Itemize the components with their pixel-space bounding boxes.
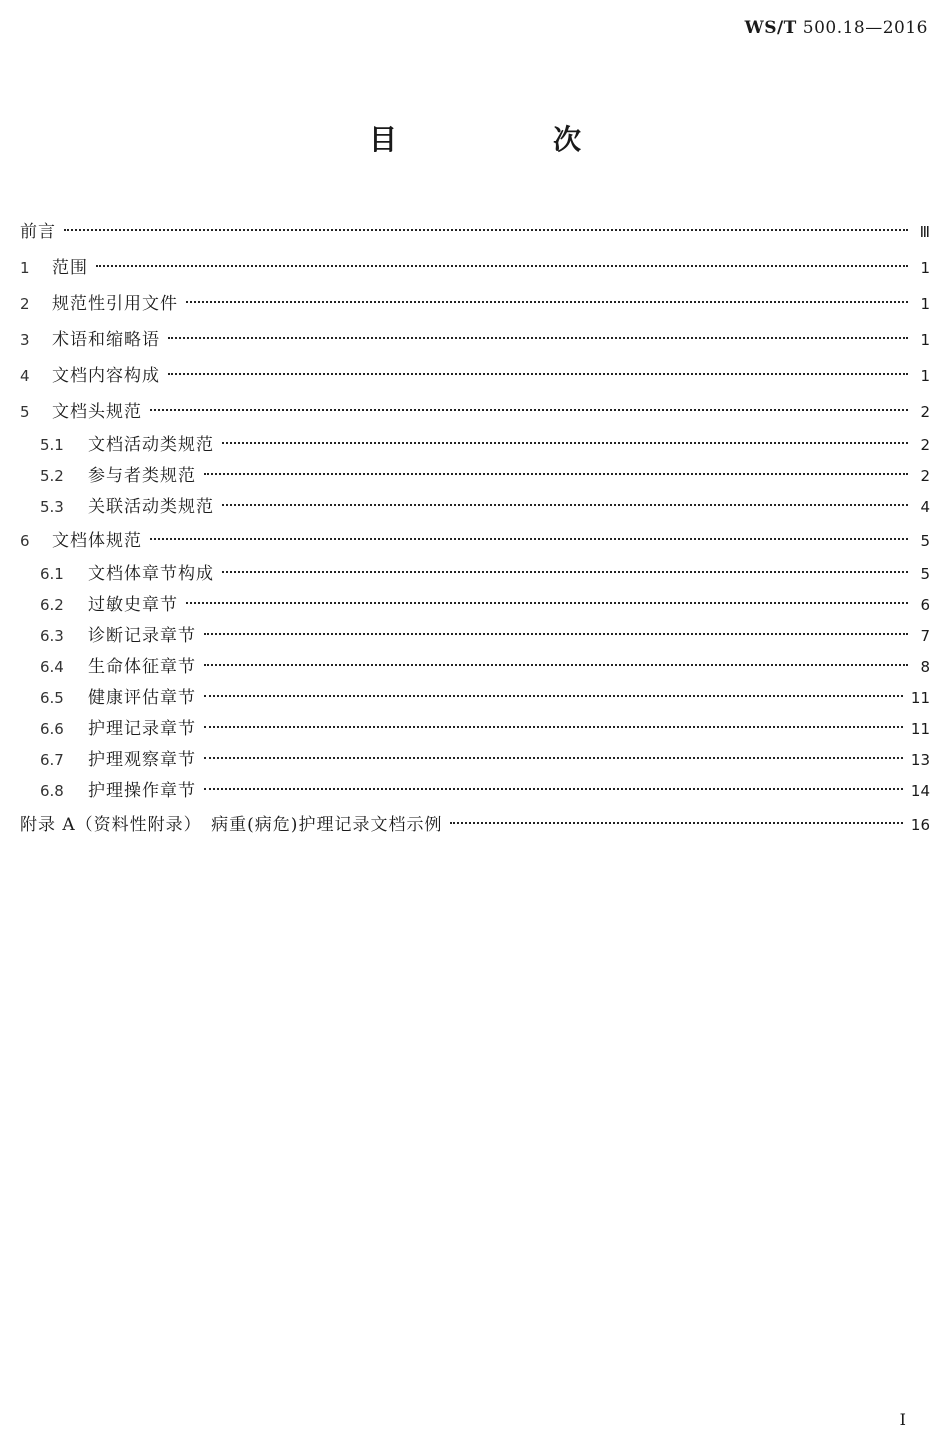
toc-entry-6-2[interactable]: [20, 590, 930, 621]
toc-entry-page: 6: [920, 596, 930, 614]
toc-entry-number: 5.2: [40, 467, 64, 485]
dot-leader: [450, 822, 902, 824]
toc-entry-page: 1: [920, 295, 930, 313]
toc-entry-page: 11: [910, 689, 930, 707]
dot-leader: [168, 373, 908, 375]
toc-entry-6-5[interactable]: [20, 683, 930, 714]
page-number: I: [899, 1410, 906, 1429]
toc-entry-6-4[interactable]: [20, 652, 930, 683]
toc-entry-number: 5.1: [40, 436, 64, 454]
toc-entry-number: 6.1: [40, 565, 64, 583]
dot-leader: [186, 602, 908, 604]
dot-leader: [186, 301, 908, 303]
toc-entry-label: 关联活动类规范: [88, 497, 214, 517]
dot-leader: [222, 571, 908, 573]
toc-entry-6-7[interactable]: [20, 745, 930, 776]
toc-entry-page: 2: [920, 436, 930, 454]
toc-entry-number: 6.8: [40, 782, 64, 800]
dot-leader: [150, 538, 908, 540]
dot-leader: [204, 473, 908, 475]
toc-entry-6-1[interactable]: [20, 559, 930, 590]
toc-entry-label: 过敏史章节: [88, 595, 178, 615]
toc-entry-number: 2: [20, 295, 30, 313]
toc-entry-label: 护理观察章节: [88, 750, 196, 770]
toc-entry-3[interactable]: [20, 322, 930, 358]
dot-leader: [204, 726, 903, 728]
toc-entry-2[interactable]: [20, 286, 930, 322]
toc-entry-number: 6.7: [40, 751, 64, 769]
toc-entry-label: 前言: [20, 222, 56, 242]
toc-entry-number: 1: [20, 259, 30, 277]
toc-entry-page: 14: [910, 782, 930, 800]
dot-leader: [204, 664, 908, 666]
toc-entry-foreword[interactable]: [20, 214, 930, 250]
toc-entry-label: 文档内容构成: [52, 366, 160, 386]
standard-code-number: 500.18—2016: [802, 18, 928, 38]
toc-entry-1[interactable]: [20, 250, 930, 286]
dot-leader: [96, 265, 908, 267]
toc-entry-number: 6.4: [40, 658, 64, 676]
dot-leader: [168, 337, 908, 339]
toc-entry-6[interactable]: [20, 523, 930, 559]
toc-entry-number: 6.2: [40, 596, 64, 614]
toc-entry-number: 6.5: [40, 689, 64, 707]
toc-entry-page: 7: [920, 627, 930, 645]
toc-entry-number: 5: [20, 403, 30, 421]
toc-entry-label: 文档体章节构成: [88, 564, 214, 584]
dot-leader: [222, 504, 908, 506]
toc-entry-page: 1: [920, 367, 930, 385]
toc-entry-page: 8: [920, 658, 930, 676]
toc-entry-number: 6.6: [40, 720, 64, 738]
toc-entry-label: 附录 A（资料性附录） 病重(病危)护理记录文档示例: [20, 815, 443, 835]
toc-title: 目 次: [368, 123, 645, 156]
toc-entry-appendix-a[interactable]: [20, 807, 930, 843]
toc-entry-page: 4: [920, 498, 930, 516]
toc-entry-page: 2: [920, 403, 930, 421]
toc-entry-label: 文档体规范: [52, 531, 142, 551]
toc-entry-page: 13: [910, 751, 930, 769]
toc-entry-5[interactable]: [20, 394, 930, 430]
toc-entry-label: 护理操作章节: [88, 781, 196, 801]
toc-entry-label: 文档头规范: [52, 402, 142, 422]
dot-leader: [204, 633, 908, 635]
toc-entry-label: 护理记录章节: [88, 719, 196, 739]
toc-entry-number: 6.3: [40, 627, 64, 645]
toc-entry-number: 6: [20, 532, 30, 550]
dot-leader: [150, 409, 908, 411]
toc-entry-label: 规范性引用文件: [52, 294, 178, 314]
dot-leader: [64, 229, 908, 231]
toc-entry-page: 1: [920, 331, 930, 349]
toc-entry-page: 1: [920, 259, 930, 277]
toc-entry-label: 生命体征章节: [88, 657, 196, 677]
table-of-contents: [20, 214, 930, 843]
standard-code: [745, 18, 928, 38]
toc-entry-4[interactable]: [20, 358, 930, 394]
toc-entry-page: Ⅲ: [919, 223, 930, 241]
dot-leader: [204, 695, 903, 697]
toc-entry-page: 5: [920, 565, 930, 583]
toc-entry-label: 健康评估章节: [88, 688, 196, 708]
toc-entry-6-3[interactable]: [20, 621, 930, 652]
standard-code-prefix: WS/T: [744, 18, 797, 38]
toc-entry-5-2[interactable]: [20, 461, 930, 492]
toc-entry-number: 4: [20, 367, 30, 385]
toc-entry-6-8[interactable]: [20, 776, 930, 807]
toc-entry-label: 文档活动类规范: [88, 435, 214, 455]
toc-entry-label: 术语和缩略语: [52, 330, 160, 350]
toc-entry-5-3[interactable]: [20, 492, 930, 523]
toc-entry-number: 5.3: [40, 498, 64, 516]
dot-leader: [204, 757, 903, 759]
toc-entry-page: 5: [920, 532, 930, 550]
dot-leader: [204, 788, 903, 790]
toc-entry-label: 诊断记录章节: [88, 626, 196, 646]
toc-entry-page: 11: [910, 720, 930, 738]
toc-entry-page: 16: [910, 816, 930, 834]
toc-entry-5-1[interactable]: [20, 430, 930, 461]
toc-entry-label: 参与者类规范: [88, 466, 196, 486]
dot-leader: [222, 442, 908, 444]
toc-entry-6-6[interactable]: [20, 714, 930, 745]
toc-entry-page: 2: [920, 467, 930, 485]
toc-entry-label: 范围: [52, 258, 88, 278]
toc-entry-number: 3: [20, 331, 30, 349]
